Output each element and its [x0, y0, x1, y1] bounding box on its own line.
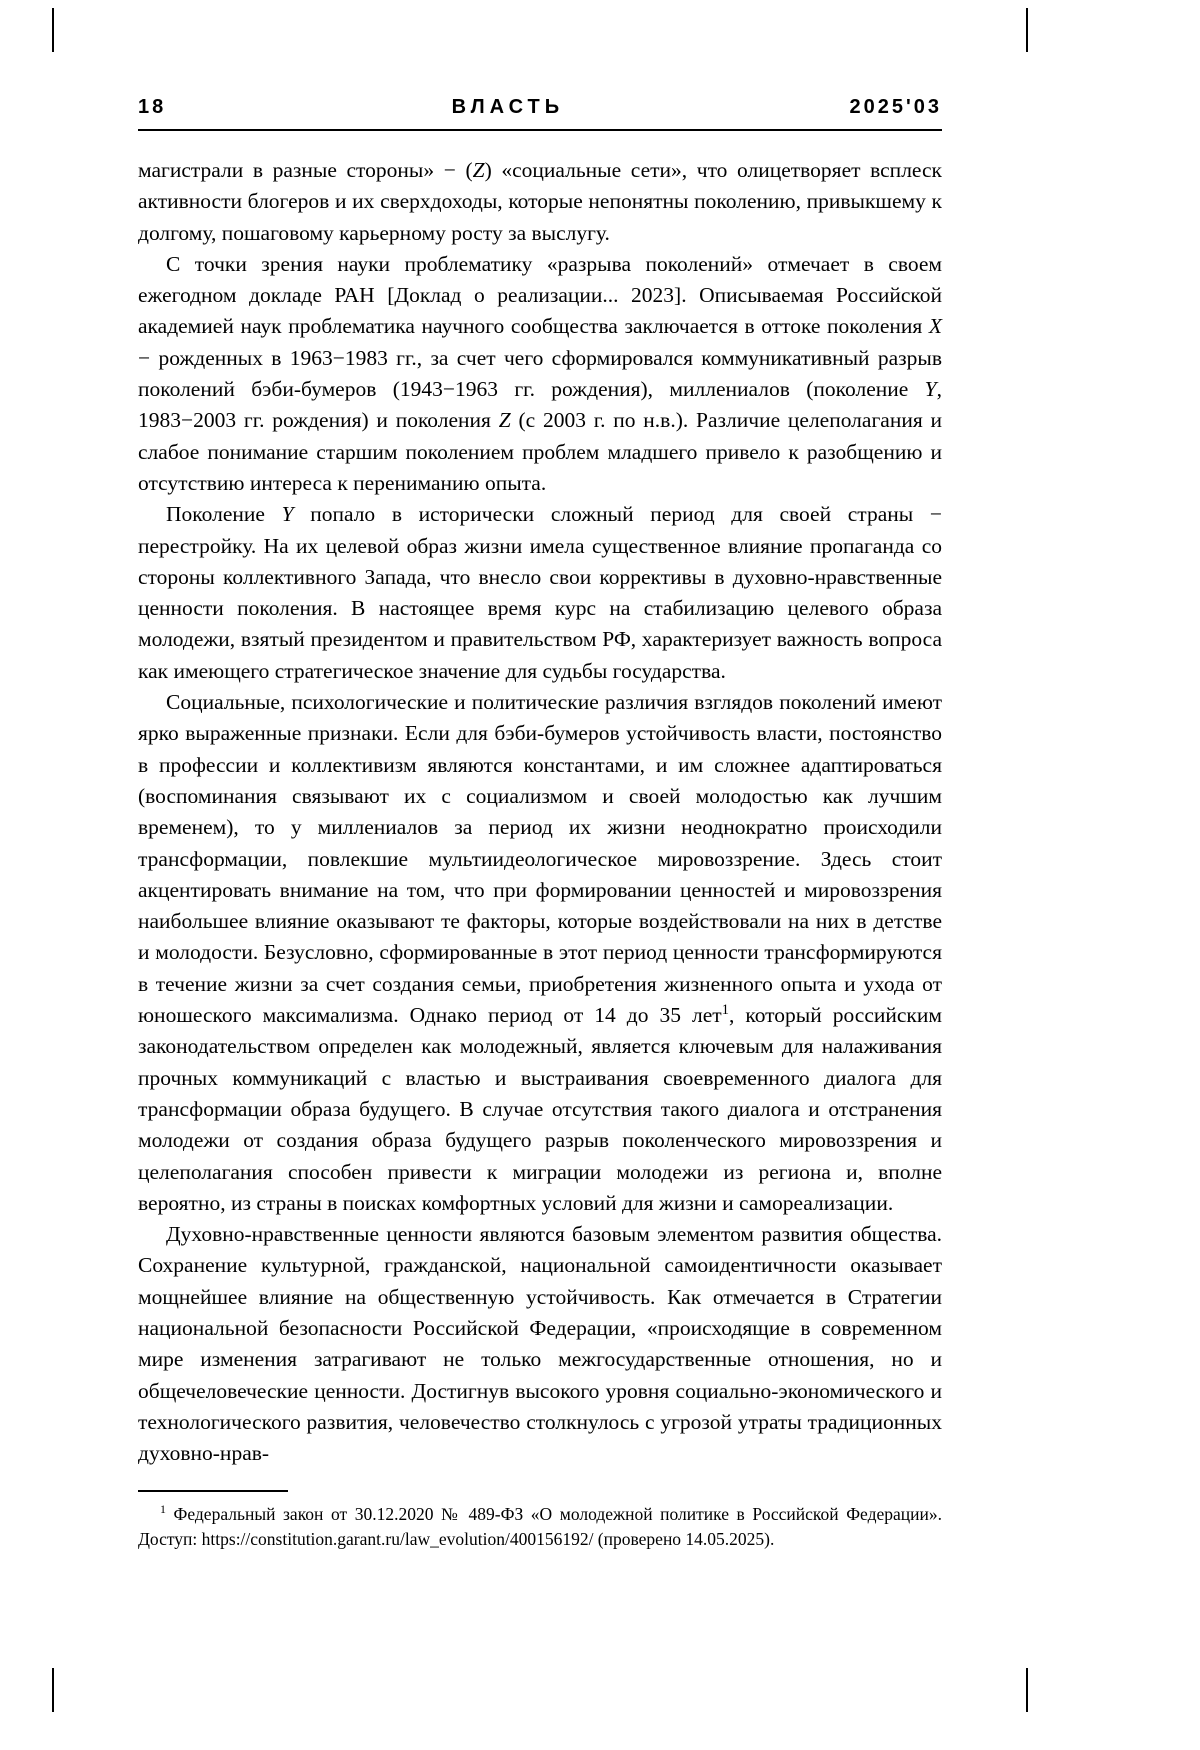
text-run: ) «социальные сети», что олицетворяет всплеск активности блогеров и их сверхдоходы, которые непонятны поколению, привыкшему к долгому, пошаговому карьерному росту за выслугу.: [138, 158, 942, 245]
text-run: − рожденных в 1963−1983 гг., за счет чего сформировался коммуникативный разрыв поколений бэби-бумеров (1943−1963 гг. рождения), миллениалов (поколение: [138, 345, 942, 402]
running-head: [138, 96, 942, 129]
footnote-divider: [138, 1490, 288, 1492]
text-run: С точки зрения науки проблематику «разрыва поколений» отмечает в своем ежегодном докладе РАН [Доклад о реализации... 2023]. Описываемая Российской академией наук проблематика научного сообщества заключается в оттоке поколения: [138, 251, 942, 339]
article-body: [138, 155, 942, 1469]
text-run: магистрали в разные стороны» − (: [138, 158, 473, 182]
footnote-text: [138, 1502, 942, 1552]
footnote-block: [138, 1490, 942, 1552]
paragraph: [138, 1219, 942, 1469]
text-run: Социальные, психологические и политические различия взглядов поколений имеют ярко выраженные признаки. Если для бэби-бумеров устойчивость власти, постоянство в профессии и коллективизм являются константами, и им сложнее адаптироваться (воспоминания связывают их с социализмом и своей молодостью как лучшим временем), то у миллениалов за период их жизни неоднократно происходили трансформации, повлекшие мультиидеологическое мировоззрение. Здесь стоит акцентировать внимание на том, что при формировании ценностей и мировоззрения наибольшее влияние оказывают те факторы, которые воздействовали на них в детстве и молодости. Безусловно, сформированные в этот период ценности трансформируются в течение жизни за счет создания семьи, приобретения жизненного опыта и ухода от юношеского максимализма. Однако период от 14 до 35 лет: [138, 690, 942, 1028]
page-number: 18: [138, 96, 167, 118]
footnote-body: Федеральный закон от 30.12.2020 № 489-ФЗ «О молодежной политике в Российской Федерации». Доступ: https://constitution.garant.ru/law_evolution/400156192/ (проверено 14.05.2025).: [138, 1504, 942, 1549]
journal-title: ВЛАСТЬ: [451, 96, 565, 118]
paragraph: [138, 687, 942, 1219]
emphasis-text: Z: [498, 408, 511, 433]
text-run: попало в исторически сложный период для своей страны − перестройку. На их целевой образ жизни имела существенное влияние пропаганда со стороны коллективного Запада, что внесло свои коррективы в духовно-нравственные ценности поколения. В настоящее время курс на стабилизацию целевого образа молодежи, взятый президентом и правительством РФ, характеризует важность вопроса как имеющего стратегическое значение для судьбы государства.: [138, 502, 942, 683]
footnote-marker: 1: [160, 1502, 166, 1517]
crop-mark-top-left: [52, 8, 54, 52]
footnote-reference: 1: [721, 1001, 729, 1018]
paragraph: [138, 249, 942, 499]
header-divider: [138, 129, 942, 131]
text-run: , 1983−2003 гг. рождения) и поколения: [138, 377, 942, 433]
emphasis-text: Y: [924, 377, 937, 402]
crop-mark-bottom-right: [1026, 1668, 1028, 1712]
page-content: [138, 96, 942, 1469]
text-run: , который российским законодательством определен как молодежный, является ключевым для налаживания прочных коммуникаций с властью и выстраивания своевременного диалога для трансформации образа будущего. В случае отсутствия такого диалога и отстранения молодежи от создания образа будущего разрыв поколенческого мировоззрения и целеполагания способен привести к миграции молодежи из региона и, вполне вероятно, из страны в поисках комфортных условий для жизни и самореализации.: [138, 1003, 942, 1215]
text-run: (с 2003 г. по н.в.). Различие целеполагания и слабое понимание старшим поколением проблем младшего привело к разобщению и отсутствию интереса к перениманию опыта.: [138, 408, 942, 495]
issue-number: 2025'03: [849, 96, 942, 118]
text-run: Поколение: [166, 502, 282, 527]
paragraph: [138, 499, 942, 687]
crop-mark-top-right: [1026, 8, 1028, 52]
paragraph: [138, 155, 942, 249]
text-run: Духовно-нравственные ценности являются базовым элементом развития общества. Сохранение культурной, гражданской, национальной самоидентичности оказывает мощнейшее влияние на общественную устойчивость. Как отмечается в Стратегии национальной безопасности Российской Федерации, «происходящие в современном мире изменения затрагивают не только межгосударственные отношения, но и общечеловеческие ценности. Достигнув высокого уровня социально-экономического и технологического развития, человечество столкнулось с угрозой утраты традиционных духовно-нрав-: [138, 1222, 942, 1466]
emphasis-text: Z: [472, 158, 485, 182]
emphasis-text: X: [928, 314, 942, 339]
crop-mark-bottom-left: [52, 1668, 54, 1712]
emphasis-text: Y: [281, 502, 294, 527]
